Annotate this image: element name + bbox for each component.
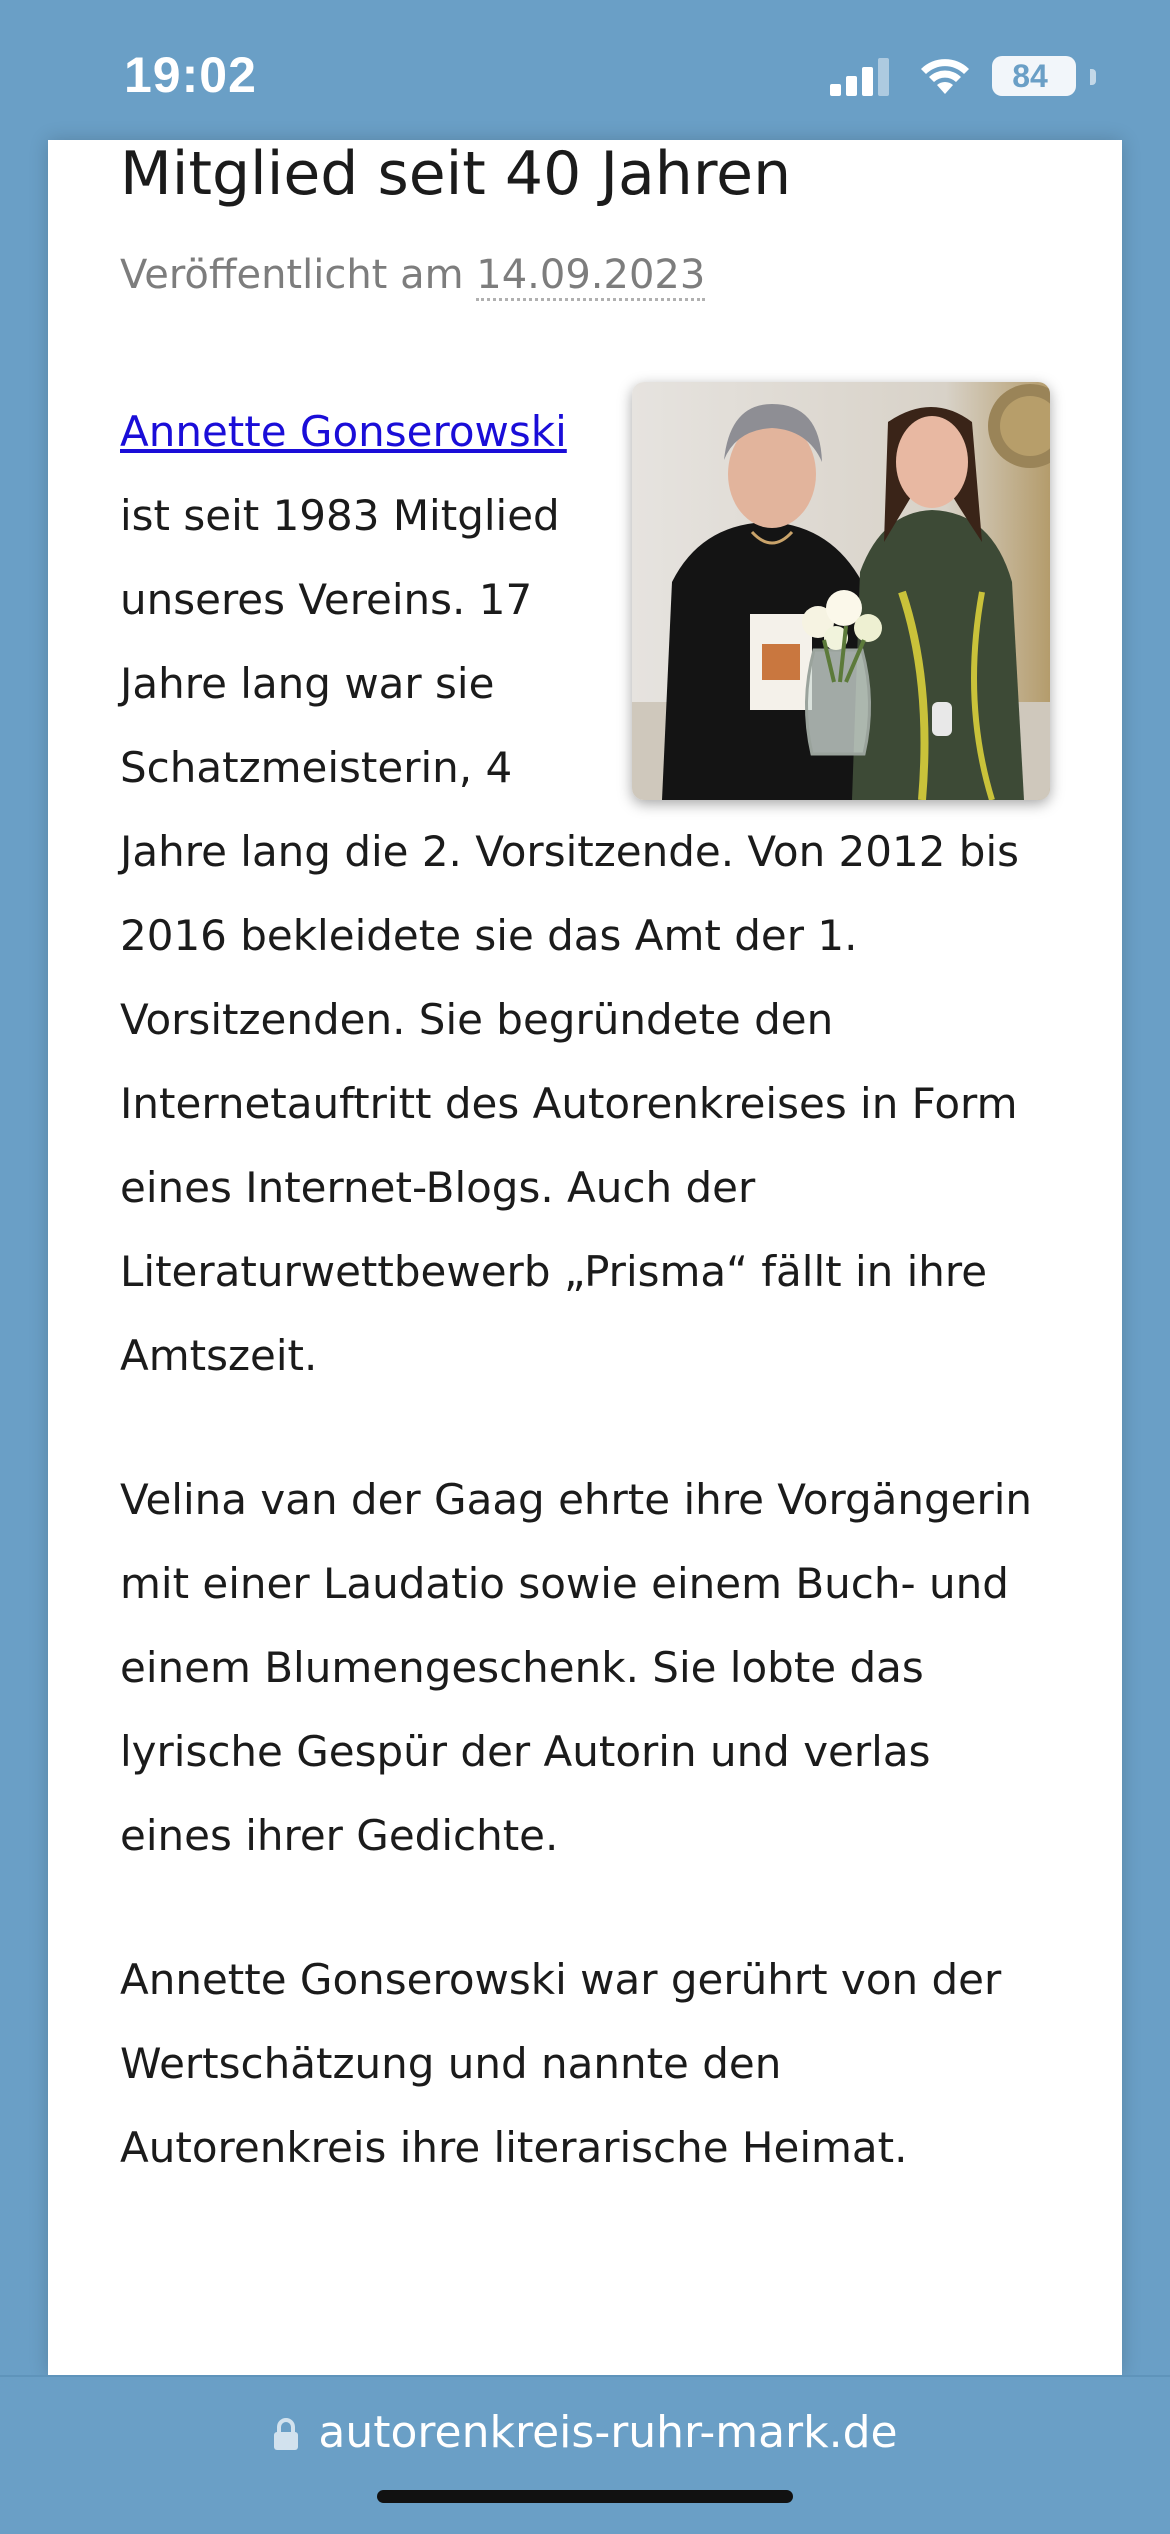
author-link[interactable]: Annette Gonserowski: [120, 407, 567, 456]
status-time: 19:02: [124, 47, 257, 103]
signal-icon: [830, 56, 894, 96]
wifi-icon: [918, 56, 972, 96]
paragraph-2: Velina van der Gaag ehrte ihre Vorgängerin mit einer Laudatio sowie einem Buch- und einem Blumengeschenk. Sie lobte das lyrische Gespür der Autorin und verlas eines ihrer Gedichte.: [120, 1475, 1033, 1860]
url-display[interactable]: [0, 2407, 1170, 2458]
status-icons: [830, 56, 1090, 100]
status-bar: [0, 0, 1170, 140]
photo-two-women-with-flowers[interactable]: [632, 382, 1050, 800]
battery-level: 84: [1012, 58, 1048, 94]
photo-image: [632, 382, 1050, 800]
article-body: [120, 390, 1050, 2190]
lock-icon: [272, 2417, 300, 2451]
published-label: Veröffentlicht am: [120, 252, 477, 298]
browser-url-bar[interactable]: [0, 2375, 1170, 2534]
url-text: autorenkreis-ruhr-mark.de: [318, 2407, 898, 2458]
paragraph-1-text: ist seit 1983 Mitglied unseres Vereins. 17 Jahre lang war sie Schatzmeisterin, 4 Jahre lang die 2. Vorsitzende. Von 2012 bis 2016 bekleidete sie das Amt der 1. Vorsitzenden. Sie begründete den Internetauftritt des Autorenkreises in Form eines Internet-Blogs. Auch der Literaturwettbewerb „Prisma“ fällt in ihre Amtszeit.: [120, 491, 1020, 1380]
paragraph-3: Annette Gonserowski war gerührt von der Wertschätzung und nannte den Autorenkreis ihre literarische Heimat.: [120, 1955, 1002, 2172]
published-meta: [120, 252, 705, 298]
home-indicator[interactable]: [377, 2490, 793, 2503]
article-card: [48, 140, 1122, 2375]
page-title: Mitglied seit 40 Jahren: [120, 140, 792, 209]
battery-cap: [1090, 69, 1096, 85]
battery-icon: [992, 56, 1076, 96]
published-date[interactable]: 14.09.2023: [476, 252, 705, 301]
